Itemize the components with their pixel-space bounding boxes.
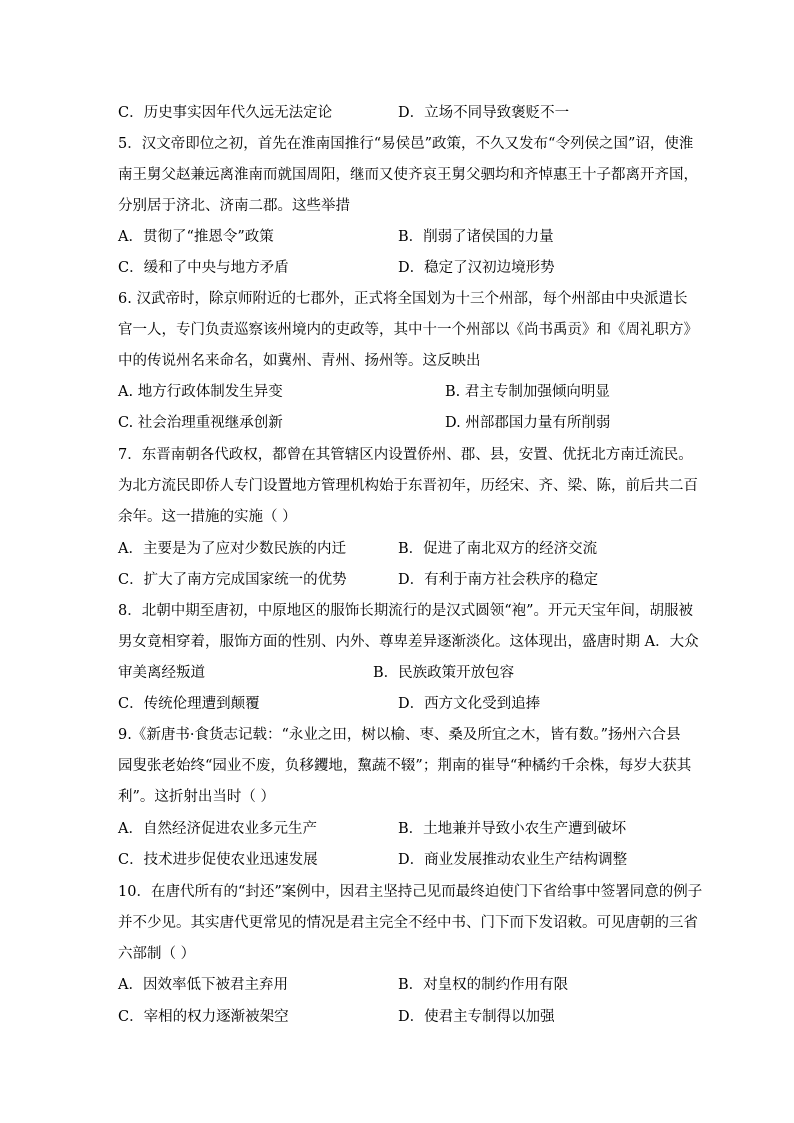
q7-stem-line-2: 为北方流民即侨人专门设置地方管理机构始于东晋初年，历经宋、齐、梁、陈，前后共二百: [118, 478, 698, 494]
q7-option-d: D．有利于南方社会秩序的稳定: [398, 572, 599, 588]
q9-option-b: B．土地兼并导致小农生产遭到破坏: [398, 821, 627, 837]
q6-option-a: A. 地方行政体制发生异变: [118, 384, 283, 400]
q8-stem-line-2: 男女竟相穿着，服饰方面的性别、内外、尊卑差异逐渐淡化。这体现出，盛唐时期 A．大众: [118, 634, 699, 650]
q5-option-b: B．削弱了诸侯国的力量: [398, 229, 554, 245]
q8-stem-line-1: 8．北朝中期至唐初，中原地区的服饰长期流行的是汉式圆领“袍”。开元天宝年间，胡服被: [118, 603, 694, 619]
q10-option-c: C．宰相的权力逐渐被架空: [118, 1009, 289, 1025]
q4-option-d: D．立场不同导致褒贬不一: [398, 105, 570, 121]
q9-option-c: C．技术进步促使农业迅速发展: [118, 852, 318, 868]
q8-option-c: C．传统伦理遭到颠覆: [118, 696, 260, 712]
q10-stem-line-3: 六部制（ ）: [118, 946, 196, 962]
q7-option-a: A．主要是为了应对少数民族的内迁: [118, 541, 346, 557]
q6-option-b: B. 君主专制加强倾向明显: [445, 384, 610, 400]
q4-option-c: C．历史事实因年代久远无法定论: [118, 105, 333, 121]
q10-stem-line-2: 并不少见。其实唐代更常见的情况是君主完全不经中书、门下而下发诏敕。可见唐朝的三省: [118, 915, 698, 931]
q9-option-d: D．商业发展推动农业生产结构调整: [398, 852, 628, 868]
q8-option-b: B．民族政策开放包容: [373, 665, 515, 681]
q6-option-c: C. 社会治理重视继承创新: [118, 415, 283, 431]
q9-option-a: A．自然经济促进农业多元生产: [118, 821, 317, 837]
q5-stem-line-3: 分别居于济北、济南二郡。这些举措: [118, 198, 350, 214]
q6-option-d: D. 州部郡国力量有所削弱: [445, 415, 611, 431]
q9-stem-line-1: 9.《新唐书·食货志记载：“永业之田，树以榆、枣、桑及所宜之木，皆有数。”扬州六合县: [118, 727, 681, 743]
q10-stem-line-1: 10．在唐代所有的“封还”案例中，因君主坚持己见而最终迫使门下省给事中签署同意的例子: [118, 884, 703, 900]
q5-option-a: A．贯彻了“推恩令”政策: [118, 229, 274, 245]
q8-option-d: D．西方文化受到追捧: [398, 696, 541, 712]
q10-option-d: D．使君主专制得以加强: [398, 1009, 555, 1025]
q5-stem-line-1: 5．汉文帝即位之初，首先在淮南国推行“易侯邑”政策，不久又发布“令列侯之国”诏，使淮: [118, 136, 694, 152]
q8-option-a-continued: 审美离经叛道: [118, 665, 205, 681]
q10-option-a: A．因效率低下被君主弃用: [118, 977, 288, 993]
q7-option-b: B．促进了南北双方的经济交流: [398, 541, 598, 557]
q7-option-c: C．扩大了南方完成国家统一的优势: [118, 572, 347, 588]
q6-stem-line-1: 6. 汉武帝时，除京师附近的七郡外，正式将全国划为十三个州部，每个州部由中央派遣长: [118, 291, 688, 307]
q5-option-c: C．缓和了中央与地方矛盾: [118, 260, 289, 276]
q5-option-d: D．稳定了汉初边境形势: [398, 260, 555, 276]
q9-stem-line-2: 园叟张老始终“园业不废，负移钁地，黧蔬不辍”；荆南的崔导“种橘约千余株，每岁大获其: [118, 758, 692, 774]
q6-stem-line-2: 官一人，专门负责巡察该州境内的吏政等，其中十一个州部以《尚书禹贡》和《周礼职方》: [118, 322, 698, 338]
q5-stem-line-2: 南王舅父赵兼远离淮南而就国周阳，继而又使齐哀王舅父驷均和齐悼惠王十子都离开齐国，: [118, 167, 698, 183]
q10-option-b: B．对皇权的制约作用有限: [398, 977, 569, 993]
q9-stem-line-3: 利”。这折射出当时（ ）: [118, 789, 276, 805]
q6-stem-line-3: 中的传说州名来命名，如冀州、青州、扬州等。这反映出: [118, 353, 481, 369]
q7-stem-line-1: 7．东晋南朝各代政权，都曾在其管辖区内设置侨州、郡、县，安置、优抚北方南迁流民。: [118, 447, 693, 463]
q7-stem-line-3: 余年。这一措施的实施（ ）: [118, 509, 297, 525]
